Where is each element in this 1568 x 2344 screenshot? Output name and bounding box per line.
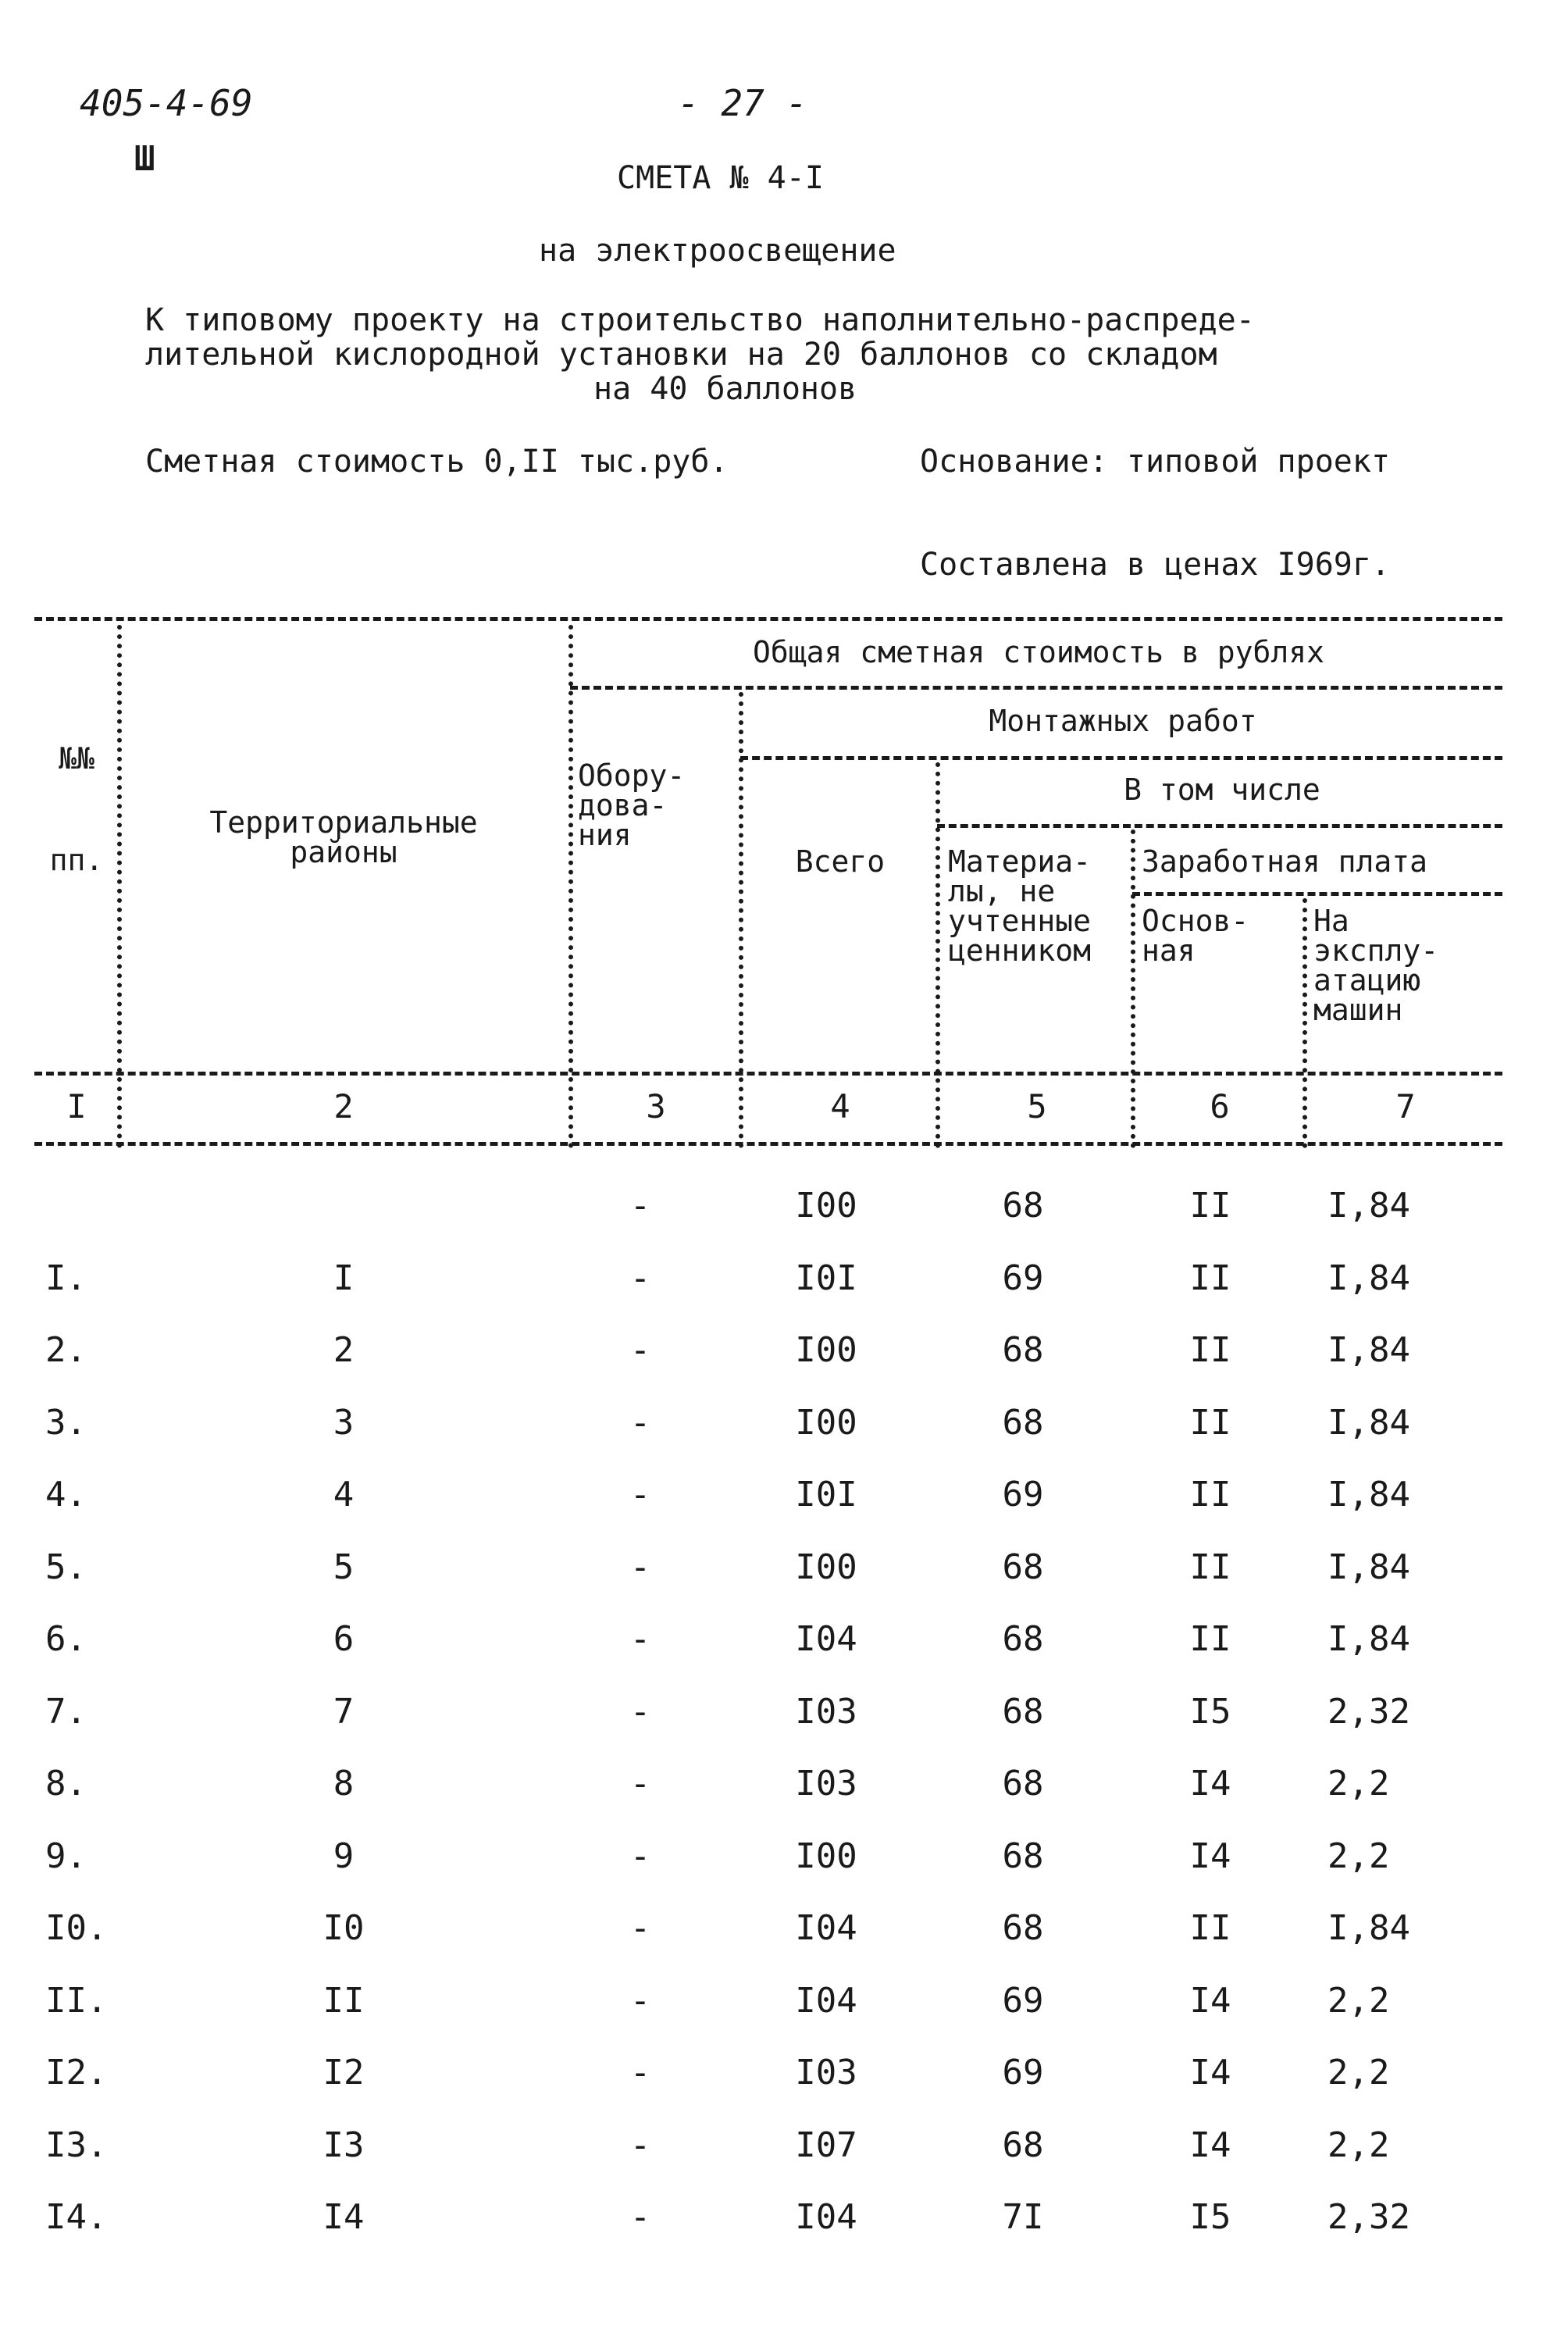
row-total: I03 <box>795 1692 857 1732</box>
row-materials: 68 <box>1002 1764 1044 1803</box>
row-region: 7 <box>333 1692 355 1732</box>
row-equipment: - <box>629 1981 651 2021</box>
row-salary-basic: II <box>1189 1908 1231 1948</box>
row-region: I <box>333 1258 355 1298</box>
row-number: I3. <box>45 2125 108 2165</box>
header-salary-machines-3: атацию <box>1313 963 1421 997</box>
row-total: I0I <box>795 1258 857 1298</box>
header-salary-machines-2: эксплу- <box>1313 933 1439 968</box>
row-total: I00 <box>795 1836 857 1876</box>
row-materials: 68 <box>1002 1908 1044 1948</box>
row-number: I2. <box>45 2053 108 2092</box>
row-materials: 69 <box>1002 1981 1044 2021</box>
row-total: I04 <box>795 1981 857 2021</box>
header-region: Территориальные <box>209 805 478 840</box>
row-salary-machines: 2,2 <box>1327 1981 1390 2021</box>
header-total-cost: Общая сметная стоимость в рублях <box>752 635 1325 669</box>
row-total: I07 <box>795 2125 857 2165</box>
row-salary-basic: I4 <box>1189 1764 1231 1803</box>
row-number: I. <box>45 1258 87 1298</box>
row-region: I0 <box>323 1908 365 1948</box>
divider-equipment <box>739 692 743 1148</box>
row-number: I0. <box>45 1908 108 1948</box>
project-line-3: на 40 баллонов <box>593 371 857 407</box>
row-number: 2. <box>45 1330 87 1370</box>
row-materials: 68 <box>1002 1186 1044 1226</box>
row-region: II <box>323 1981 365 2021</box>
column-number: I <box>66 1087 87 1126</box>
estimated-cost: Сметная стоимость 0,II тыс.руб. <box>145 444 729 480</box>
section-mark: Ш <box>134 139 155 179</box>
header-materials-4: ценником <box>948 933 1092 968</box>
row-salary-basic: II <box>1189 1186 1231 1226</box>
row-salary-machines: 2,2 <box>1327 2053 1390 2092</box>
header-equipment-2: дова- <box>578 788 668 822</box>
column-number: 7 <box>1395 1087 1416 1126</box>
basis: Основание: типовой проект <box>920 444 1391 480</box>
row-salary-machines: 2,32 <box>1327 1692 1410 1732</box>
row-total: I04 <box>795 1908 857 1948</box>
column-number: 5 <box>1027 1087 1047 1126</box>
column-number: 6 <box>1210 1087 1230 1126</box>
row-region: 6 <box>333 1619 355 1659</box>
row-salary-machines: I,84 <box>1327 1186 1410 1226</box>
row-total: I00 <box>795 1403 857 1443</box>
row-equipment: - <box>629 2197 651 2237</box>
row-equipment: - <box>629 1186 651 1226</box>
row-number: 5. <box>45 1547 87 1587</box>
divider-num <box>117 625 122 1148</box>
row-materials: 68 <box>1002 1547 1044 1587</box>
row-salary-machines: I,84 <box>1327 1475 1410 1515</box>
row-number: II. <box>45 1981 108 2021</box>
row-materials: 69 <box>1002 1258 1044 1298</box>
header-materials: Материа- <box>948 844 1092 879</box>
row-equipment: - <box>629 1475 651 1515</box>
row-materials: 68 <box>1002 1403 1044 1443</box>
row-equipment: - <box>629 1330 651 1370</box>
row-salary-basic: I4 <box>1189 2053 1231 2092</box>
row-salary-machines: I,84 <box>1327 1403 1410 1443</box>
row-total: I00 <box>795 1186 857 1226</box>
row-total: I03 <box>795 1764 857 1803</box>
header-salary-machines-4: машин <box>1313 993 1403 1027</box>
header-materials-3: учтенные <box>948 904 1092 938</box>
row-salary-machines: 2,2 <box>1327 2125 1390 2165</box>
project-line-1: К типовому проекту на строительство наполнительно-распреде- <box>145 302 1255 338</box>
header-salary: Заработная плата <box>1142 844 1428 879</box>
row-number: 8. <box>45 1764 87 1803</box>
row-salary-basic: I5 <box>1189 2197 1231 2237</box>
row-number: 4. <box>45 1475 87 1515</box>
row-total: I0I <box>795 1475 857 1515</box>
row-salary-basic: I4 <box>1189 1836 1231 1876</box>
header-salary-machines: На <box>1313 904 1349 938</box>
row-total: I00 <box>795 1547 857 1587</box>
row-materials: 68 <box>1002 1330 1044 1370</box>
row-number: 9. <box>45 1836 87 1876</box>
row-region: 8 <box>333 1764 355 1803</box>
header-materials-2: лы, не <box>948 874 1056 908</box>
column-number: 2 <box>333 1087 354 1126</box>
row-salary-machines: 2,2 <box>1327 1764 1390 1803</box>
rule-total-cost <box>570 686 1502 690</box>
row-equipment: - <box>629 1619 651 1659</box>
row-region: 5 <box>333 1547 355 1587</box>
rule-top <box>34 617 1502 621</box>
row-region: 4 <box>333 1475 355 1515</box>
header-num-label-2: пп. <box>49 843 104 877</box>
header-including: В том числе <box>1124 772 1320 807</box>
row-salary-basic: II <box>1189 1547 1231 1587</box>
row-total: I00 <box>795 1330 857 1370</box>
rule-numbers-bottom <box>34 1142 1502 1146</box>
row-materials: 68 <box>1002 1619 1044 1659</box>
rule-including <box>937 824 1502 828</box>
row-salary-machines: I,84 <box>1327 1330 1410 1370</box>
row-salary-basic: II <box>1189 1258 1231 1298</box>
row-salary-machines: 2,2 <box>1327 1836 1390 1876</box>
header-region-2: районы <box>290 835 397 869</box>
document-code: 405-4-69 <box>80 82 253 124</box>
row-salary-basic: II <box>1189 1475 1231 1515</box>
row-equipment: - <box>629 1258 651 1298</box>
header-equipment: Обору- <box>578 758 686 793</box>
row-total: I04 <box>795 1619 857 1659</box>
rule-header-bottom <box>34 1072 1502 1076</box>
column-number: 4 <box>830 1087 850 1126</box>
row-salary-basic: I4 <box>1189 2125 1231 2165</box>
row-salary-basic: I4 <box>1189 1981 1231 2021</box>
prices-year: Составлена в ценах I969г. <box>920 547 1391 583</box>
row-total: I04 <box>795 2197 857 2237</box>
header-salary-basic: Основ- <box>1142 904 1249 938</box>
row-salary-machines: 2,32 <box>1327 2197 1410 2237</box>
rule-installation <box>740 756 1502 760</box>
row-region: I4 <box>323 2197 365 2237</box>
row-equipment: - <box>629 1692 651 1732</box>
row-salary-basic: II <box>1189 1403 1231 1443</box>
row-materials: 68 <box>1002 2125 1044 2165</box>
row-salary-basic: II <box>1189 1330 1231 1370</box>
estimate-title: СМЕТА № 4-I <box>617 160 824 196</box>
column-number: 3 <box>646 1087 666 1126</box>
header-num-label: №№ <box>59 741 94 776</box>
rule-salary <box>1132 892 1502 896</box>
row-materials: 69 <box>1002 2053 1044 2092</box>
header-all: Всего <box>795 844 886 879</box>
row-materials: 69 <box>1002 1475 1044 1515</box>
divider-materials <box>1131 829 1135 1148</box>
row-salary-basic: II <box>1189 1619 1231 1659</box>
divider-total <box>935 762 940 1148</box>
header-installation: Монтажных работ <box>989 704 1257 738</box>
row-region: I3 <box>323 2125 365 2165</box>
row-number: 3. <box>45 1403 87 1443</box>
page-number: - 27 - <box>678 82 808 124</box>
row-region: 9 <box>333 1836 355 1876</box>
row-equipment: - <box>629 1764 651 1803</box>
row-equipment: - <box>629 1547 651 1587</box>
row-equipment: - <box>629 2053 651 2092</box>
row-region: 3 <box>333 1403 355 1443</box>
divider-region <box>568 625 573 1148</box>
row-materials: 68 <box>1002 1692 1044 1732</box>
estimate-subtitle: на электроосвещение <box>539 233 896 269</box>
row-number: I4. <box>45 2197 108 2237</box>
row-materials: 7I <box>1002 2197 1044 2237</box>
row-equipment: - <box>629 1403 651 1443</box>
row-equipment: - <box>629 1908 651 1948</box>
divider-salary-basic <box>1303 898 1307 1148</box>
row-salary-machines: I,84 <box>1327 1258 1410 1298</box>
row-equipment: - <box>629 1836 651 1876</box>
header-salary-basic-2: ная <box>1142 933 1196 968</box>
row-number: 7. <box>45 1692 87 1732</box>
row-number: 6. <box>45 1619 87 1659</box>
row-region: 2 <box>333 1330 355 1370</box>
row-salary-machines: I,84 <box>1327 1908 1410 1948</box>
row-salary-machines: I,84 <box>1327 1619 1410 1659</box>
row-salary-machines: I,84 <box>1327 1547 1410 1587</box>
row-materials: 68 <box>1002 1836 1044 1876</box>
row-region: I2 <box>323 2053 365 2092</box>
row-equipment: - <box>629 2125 651 2165</box>
header-equipment-3: ния <box>578 818 632 852</box>
project-line-2: лительной кислородной установки на 20 баллонов со складом <box>145 337 1217 373</box>
row-salary-basic: I5 <box>1189 1692 1231 1732</box>
row-total: I03 <box>795 2053 857 2092</box>
